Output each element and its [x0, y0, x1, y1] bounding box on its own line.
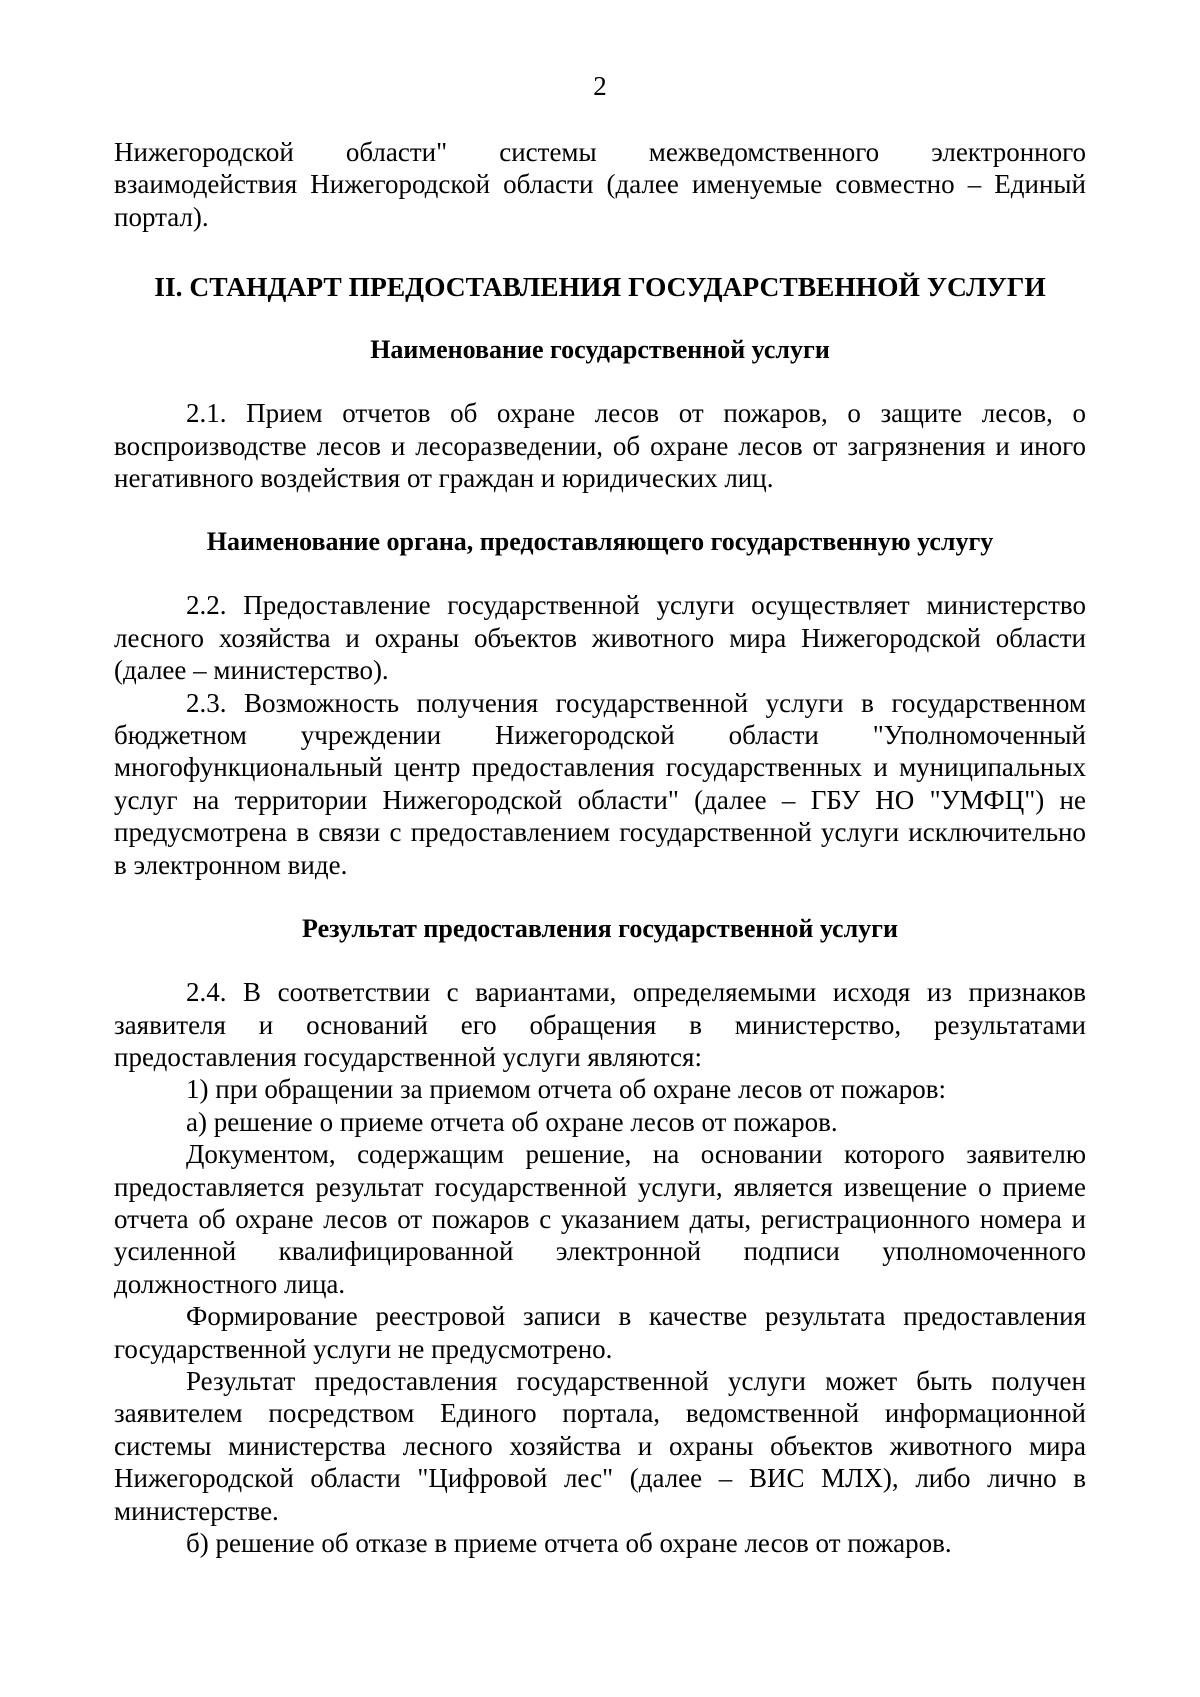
paragraph-2-1: 2.1. Прием отчетов об охране лесов от пожаров, о защите лесов, о воспроизводстве лесов и лесоразведении, об охране лесов от загрязнения и иного негативного воздействия от граждан и юридических лиц.: [114, 398, 1086, 494]
list-item-b: б) решение об отказе в приеме отчета об охране лесов от пожаров.: [186, 1528, 952, 1558]
subsection-title-authority-name: Наименование органа, предоставляющего государственную услугу: [206, 527, 994, 557]
document-body: [114, 136, 1086, 1559]
list-item-1: 1) при обращении за приемом отчета об охране лесов от пожаров:: [186, 1074, 946, 1105]
page-number: 2: [593, 71, 607, 101]
paragraph-2-2: 2.2. Предоставление государственной услуги осуществляет министерство лесного хозяйства и охраны объектов животного мира Нижегородской области (далее – министерство).: [114, 590, 1086, 686]
paragraph-result-delivery: Результат предоставления государственной услуги может быть получен заявителем посредством Единого портала, ведомственной информационной системы министерства лесного хозяйства и охраны объектов животного мира Нижегородской области "Цифровой лес" (далее – ВИС МЛХ), либо лично в министерстве.: [114, 1365, 1086, 1526]
paragraph-2-4: 2.4. В соответствии с вариантами, определяемыми исходя из признаков заявителя и оснований его обращения в министерство, результатами предоставления государственной услуги являются:: [114, 977, 1086, 1072]
subsection-title-service-result: Результат предоставления государственной услуги: [302, 914, 898, 944]
paragraph-2-3: 2.3. Возможность получения государственной услуги в государственном бюджетном учреждении Нижегородской области "Уполномоченный многофункциональный центр предоставления государственных и муниципальных услуг на территории Нижегородской области" (далее – ГБУ НО "УМФЦ") не предусмотрена в связи с предоставлением государственной услуги исключительно в электронном виде.: [114, 687, 1086, 880]
paragraph-document-decision: Документом, содержащим решение, на основании которого заявителю предоставляется результат государственной услуги, является извещение о приеме отчета об охране лесов от пожаров с указанием даты, регистрационного номера и усиленной квалифицированной электронной подписи уполномоченного должностного лица.: [114, 1139, 1086, 1299]
paragraph-registry-record: Формирование реестровой записи в качестве результата предоставления государственной услуги не предусмотрено.: [114, 1301, 1086, 1364]
subsection-title-service-name: Наименование государственной услуги: [370, 335, 830, 365]
list-item-a: а) решение о приеме отчета об охране лесов от пожаров.: [186, 1106, 838, 1137]
intro-paragraph: Нижегородской области" системы межведомственного электронного взаимодействия Нижегородской области (далее именуемые совместно – Единый портал).: [114, 137, 1086, 232]
section-title: II. СТАНДАРТ ПРЕДОСТАВЛЕНИЯ ГОСУДАРСТВЕННОЙ УСЛУГИ: [154, 271, 1046, 303]
